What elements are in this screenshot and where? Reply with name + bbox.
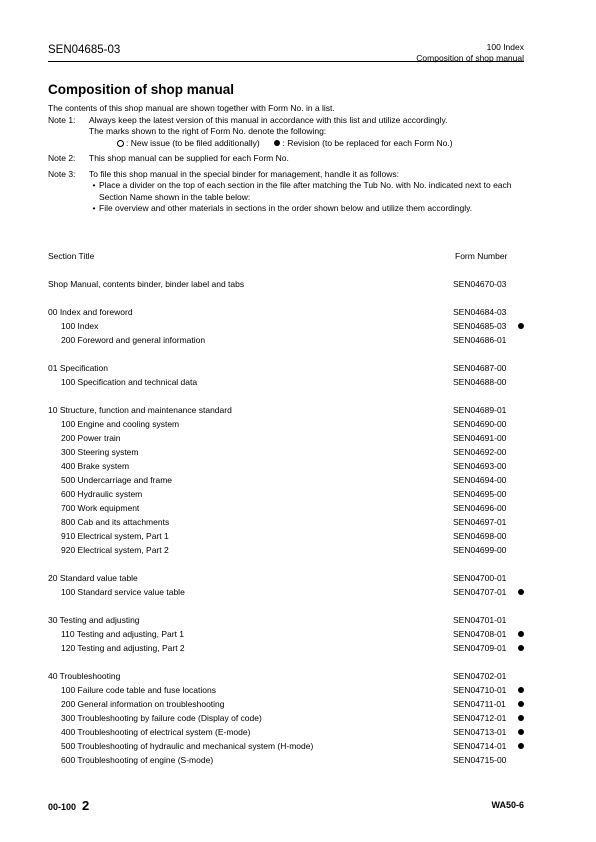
section-title: 01 Specification bbox=[48, 363, 109, 373]
revision-text: : Revision (to be replaced for each Form No.) bbox=[282, 137, 453, 148]
section-title: 400 Troubleshooting of electrical system (E-mode) bbox=[61, 727, 251, 737]
revision-mark-icon bbox=[518, 589, 524, 595]
section-title: 100 Index bbox=[61, 321, 99, 331]
form-number: SEN04699-00 bbox=[453, 545, 507, 555]
table-row bbox=[48, 571, 528, 585]
section-title: 20 Standard value table bbox=[48, 573, 138, 583]
form-number-table bbox=[48, 249, 528, 767]
section-title: 30 Testing and adjusting bbox=[48, 615, 140, 625]
table-row bbox=[48, 487, 528, 501]
bullet-icon: • bbox=[92, 203, 96, 213]
page-title: Composition of shop manual bbox=[48, 82, 234, 97]
table-row bbox=[48, 459, 528, 473]
section-title: 100 Failure code table and fuse locations bbox=[61, 685, 216, 695]
form-number: SEN04709-01 bbox=[453, 643, 507, 653]
revision-mark-icon bbox=[518, 323, 524, 329]
header-section-name: 100 Index bbox=[486, 42, 524, 52]
form-number: SEN04700-01 bbox=[453, 573, 507, 583]
note-1-label: Note 1: bbox=[48, 114, 76, 125]
note-3-label: Note 3: bbox=[48, 168, 76, 179]
note-2 bbox=[48, 153, 526, 165]
form-number: SEN04693-00 bbox=[453, 461, 507, 471]
section-title: 200 Foreword and general information bbox=[61, 335, 206, 345]
open-circle-icon bbox=[117, 140, 124, 147]
section-title: 700 Work equipment bbox=[61, 503, 140, 513]
revision-mark-icon bbox=[518, 645, 524, 651]
note-3 bbox=[48, 169, 526, 215]
section-title: Shop Manual, contents binder, binder label and tabs bbox=[48, 279, 245, 289]
form-number: SEN04715-00 bbox=[453, 755, 507, 765]
note-2-label: Note 2: bbox=[48, 153, 76, 163]
col-section-title: Section Title bbox=[48, 251, 95, 261]
bullet-text: Place a divider on the top of each section in the file after matching the Tub No. with No. indicated next to each Section Name shown in the table below: bbox=[99, 180, 512, 202]
table-row bbox=[48, 613, 528, 627]
form-number: SEN04707-01 bbox=[453, 587, 507, 597]
section-title: 10 Structure, function and maintenance standard bbox=[48, 405, 232, 415]
form-number: SEN04686-01 bbox=[453, 335, 507, 345]
table-row bbox=[48, 725, 528, 739]
section-title: 100 Specification and technical data bbox=[61, 377, 198, 387]
section-title: 100 Engine and cooling system bbox=[61, 419, 180, 429]
section-title: 100 Standard service value table bbox=[61, 587, 185, 597]
table-row bbox=[48, 697, 528, 711]
table-row bbox=[48, 515, 528, 529]
form-number: SEN04694-00 bbox=[453, 475, 507, 485]
header-subtitle: Composition of shop manual bbox=[416, 53, 524, 63]
table-row bbox=[48, 473, 528, 487]
section-title: 800 Cab and its attachments bbox=[61, 517, 170, 527]
form-number: SEN04688-00 bbox=[453, 377, 507, 387]
section-title: 500 Troubleshooting of hydraulic and mechanical system (H-mode) bbox=[61, 741, 314, 751]
revision-mark-icon bbox=[518, 687, 524, 693]
section-title: 500 Undercarriage and frame bbox=[61, 475, 173, 485]
form-number: SEN04710-01 bbox=[453, 685, 507, 695]
table-row bbox=[48, 543, 528, 557]
table-row bbox=[48, 361, 528, 375]
mark-legend bbox=[89, 138, 526, 150]
form-number: SEN04702-01 bbox=[453, 671, 507, 681]
section-title: 300 Steering system bbox=[61, 447, 139, 457]
footer-code: 00-100 bbox=[48, 802, 77, 812]
table-row bbox=[48, 585, 528, 599]
bullet-icon: • bbox=[92, 180, 96, 190]
table-row bbox=[48, 445, 528, 459]
form-number: SEN04692-00 bbox=[453, 447, 507, 457]
revision-mark-icon bbox=[518, 729, 524, 735]
section-title: 110 Testing and adjusting, Part 1 bbox=[61, 629, 185, 639]
note-1 bbox=[48, 115, 526, 150]
table-row bbox=[48, 753, 528, 767]
form-number: SEN04697-01 bbox=[453, 517, 507, 527]
doc-code: SEN04685-03 bbox=[48, 44, 121, 56]
table-row bbox=[48, 375, 528, 389]
revision-mark-icon bbox=[518, 631, 524, 637]
table-row bbox=[48, 305, 528, 319]
new-issue-text: : New issue (to be filed additionally) bbox=[126, 137, 260, 148]
section-title: 120 Testing and adjusting, Part 2 bbox=[61, 643, 185, 653]
form-number: SEN04711-01 bbox=[453, 699, 506, 709]
revision-mark-icon bbox=[518, 715, 524, 721]
note-2-text: This shop manual can be supplied for each Form No. bbox=[89, 153, 289, 163]
form-number: SEN04713-01 bbox=[453, 727, 507, 737]
revision-mark-icon bbox=[518, 743, 524, 749]
page-number: 2 bbox=[82, 798, 90, 813]
col-form-number: Form Number bbox=[455, 251, 508, 261]
filled-circle-icon bbox=[274, 140, 280, 146]
section-title: 200 General information on troubleshooting bbox=[61, 699, 225, 709]
intro-text: The contents of this shop manual are shown together with Form No. in a list. bbox=[48, 103, 335, 113]
form-number: SEN04714-01 bbox=[453, 741, 507, 751]
table-header bbox=[48, 249, 528, 263]
section-title: 40 Troubleshooting bbox=[48, 671, 121, 681]
section-title: 400 Brake system bbox=[61, 461, 130, 471]
section-title: 910 Electrical system, Part 1 bbox=[61, 531, 169, 541]
form-number: SEN04685-03 bbox=[453, 321, 507, 331]
note-3-bullet bbox=[89, 203, 526, 215]
table-row bbox=[48, 627, 528, 641]
table-row bbox=[48, 431, 528, 445]
form-number: SEN04701-01 bbox=[453, 615, 507, 625]
form-number: SEN04708-01 bbox=[453, 629, 507, 639]
header-rule bbox=[48, 61, 524, 62]
form-number: SEN04695-00 bbox=[453, 489, 507, 499]
table-row bbox=[48, 333, 528, 347]
table-row bbox=[48, 529, 528, 543]
form-number: SEN04698-00 bbox=[453, 531, 507, 541]
section-title: 600 Troubleshooting of engine (S-mode) bbox=[61, 755, 214, 765]
table-row bbox=[48, 739, 528, 753]
form-number: SEN04670-03 bbox=[453, 279, 507, 289]
notes-block bbox=[48, 103, 526, 215]
note-1-line1: Always keep the latest version of this manual in accordance with this list and utilize accordingly. bbox=[89, 114, 448, 125]
section-title: 00 Index and foreword bbox=[48, 307, 133, 317]
note-1-line2: The marks shown to the right of Form No. denote the following: bbox=[89, 126, 327, 136]
section-title: 920 Electrical system, Part 2 bbox=[61, 545, 169, 555]
note-3-bullet bbox=[89, 180, 526, 203]
form-number: SEN04696-00 bbox=[453, 503, 507, 513]
note-3-text: To file this shop manual in the special binder for management, handle it as follows: bbox=[89, 168, 399, 179]
form-number: SEN04684-03 bbox=[453, 307, 507, 317]
form-number: SEN04687-00 bbox=[453, 363, 507, 373]
table-row bbox=[48, 417, 528, 431]
table-row bbox=[48, 683, 528, 697]
footer-model: WA50-6 bbox=[491, 800, 524, 810]
form-number: SEN04691-00 bbox=[453, 433, 507, 443]
revision-mark-icon bbox=[518, 701, 524, 707]
bullet-text: File overview and other materials in sections in the order shown below and utilize them accordingly. bbox=[99, 203, 473, 213]
footer-page bbox=[48, 798, 89, 813]
table-row bbox=[48, 501, 528, 515]
table-row bbox=[48, 711, 528, 725]
table-row bbox=[48, 669, 528, 683]
table-row bbox=[48, 641, 528, 655]
table-row bbox=[48, 319, 528, 333]
form-number: SEN04689-01 bbox=[453, 405, 507, 415]
table-row bbox=[48, 403, 528, 417]
form-number: SEN04690-00 bbox=[453, 419, 507, 429]
section-title: 600 Hydraulic system bbox=[61, 489, 143, 499]
section-title: 200 Power train bbox=[61, 433, 121, 443]
form-number: SEN04712-01 bbox=[453, 713, 507, 723]
section-title: 300 Troubleshooting by failure code (Display of code) bbox=[61, 713, 262, 723]
table-row bbox=[48, 277, 528, 291]
